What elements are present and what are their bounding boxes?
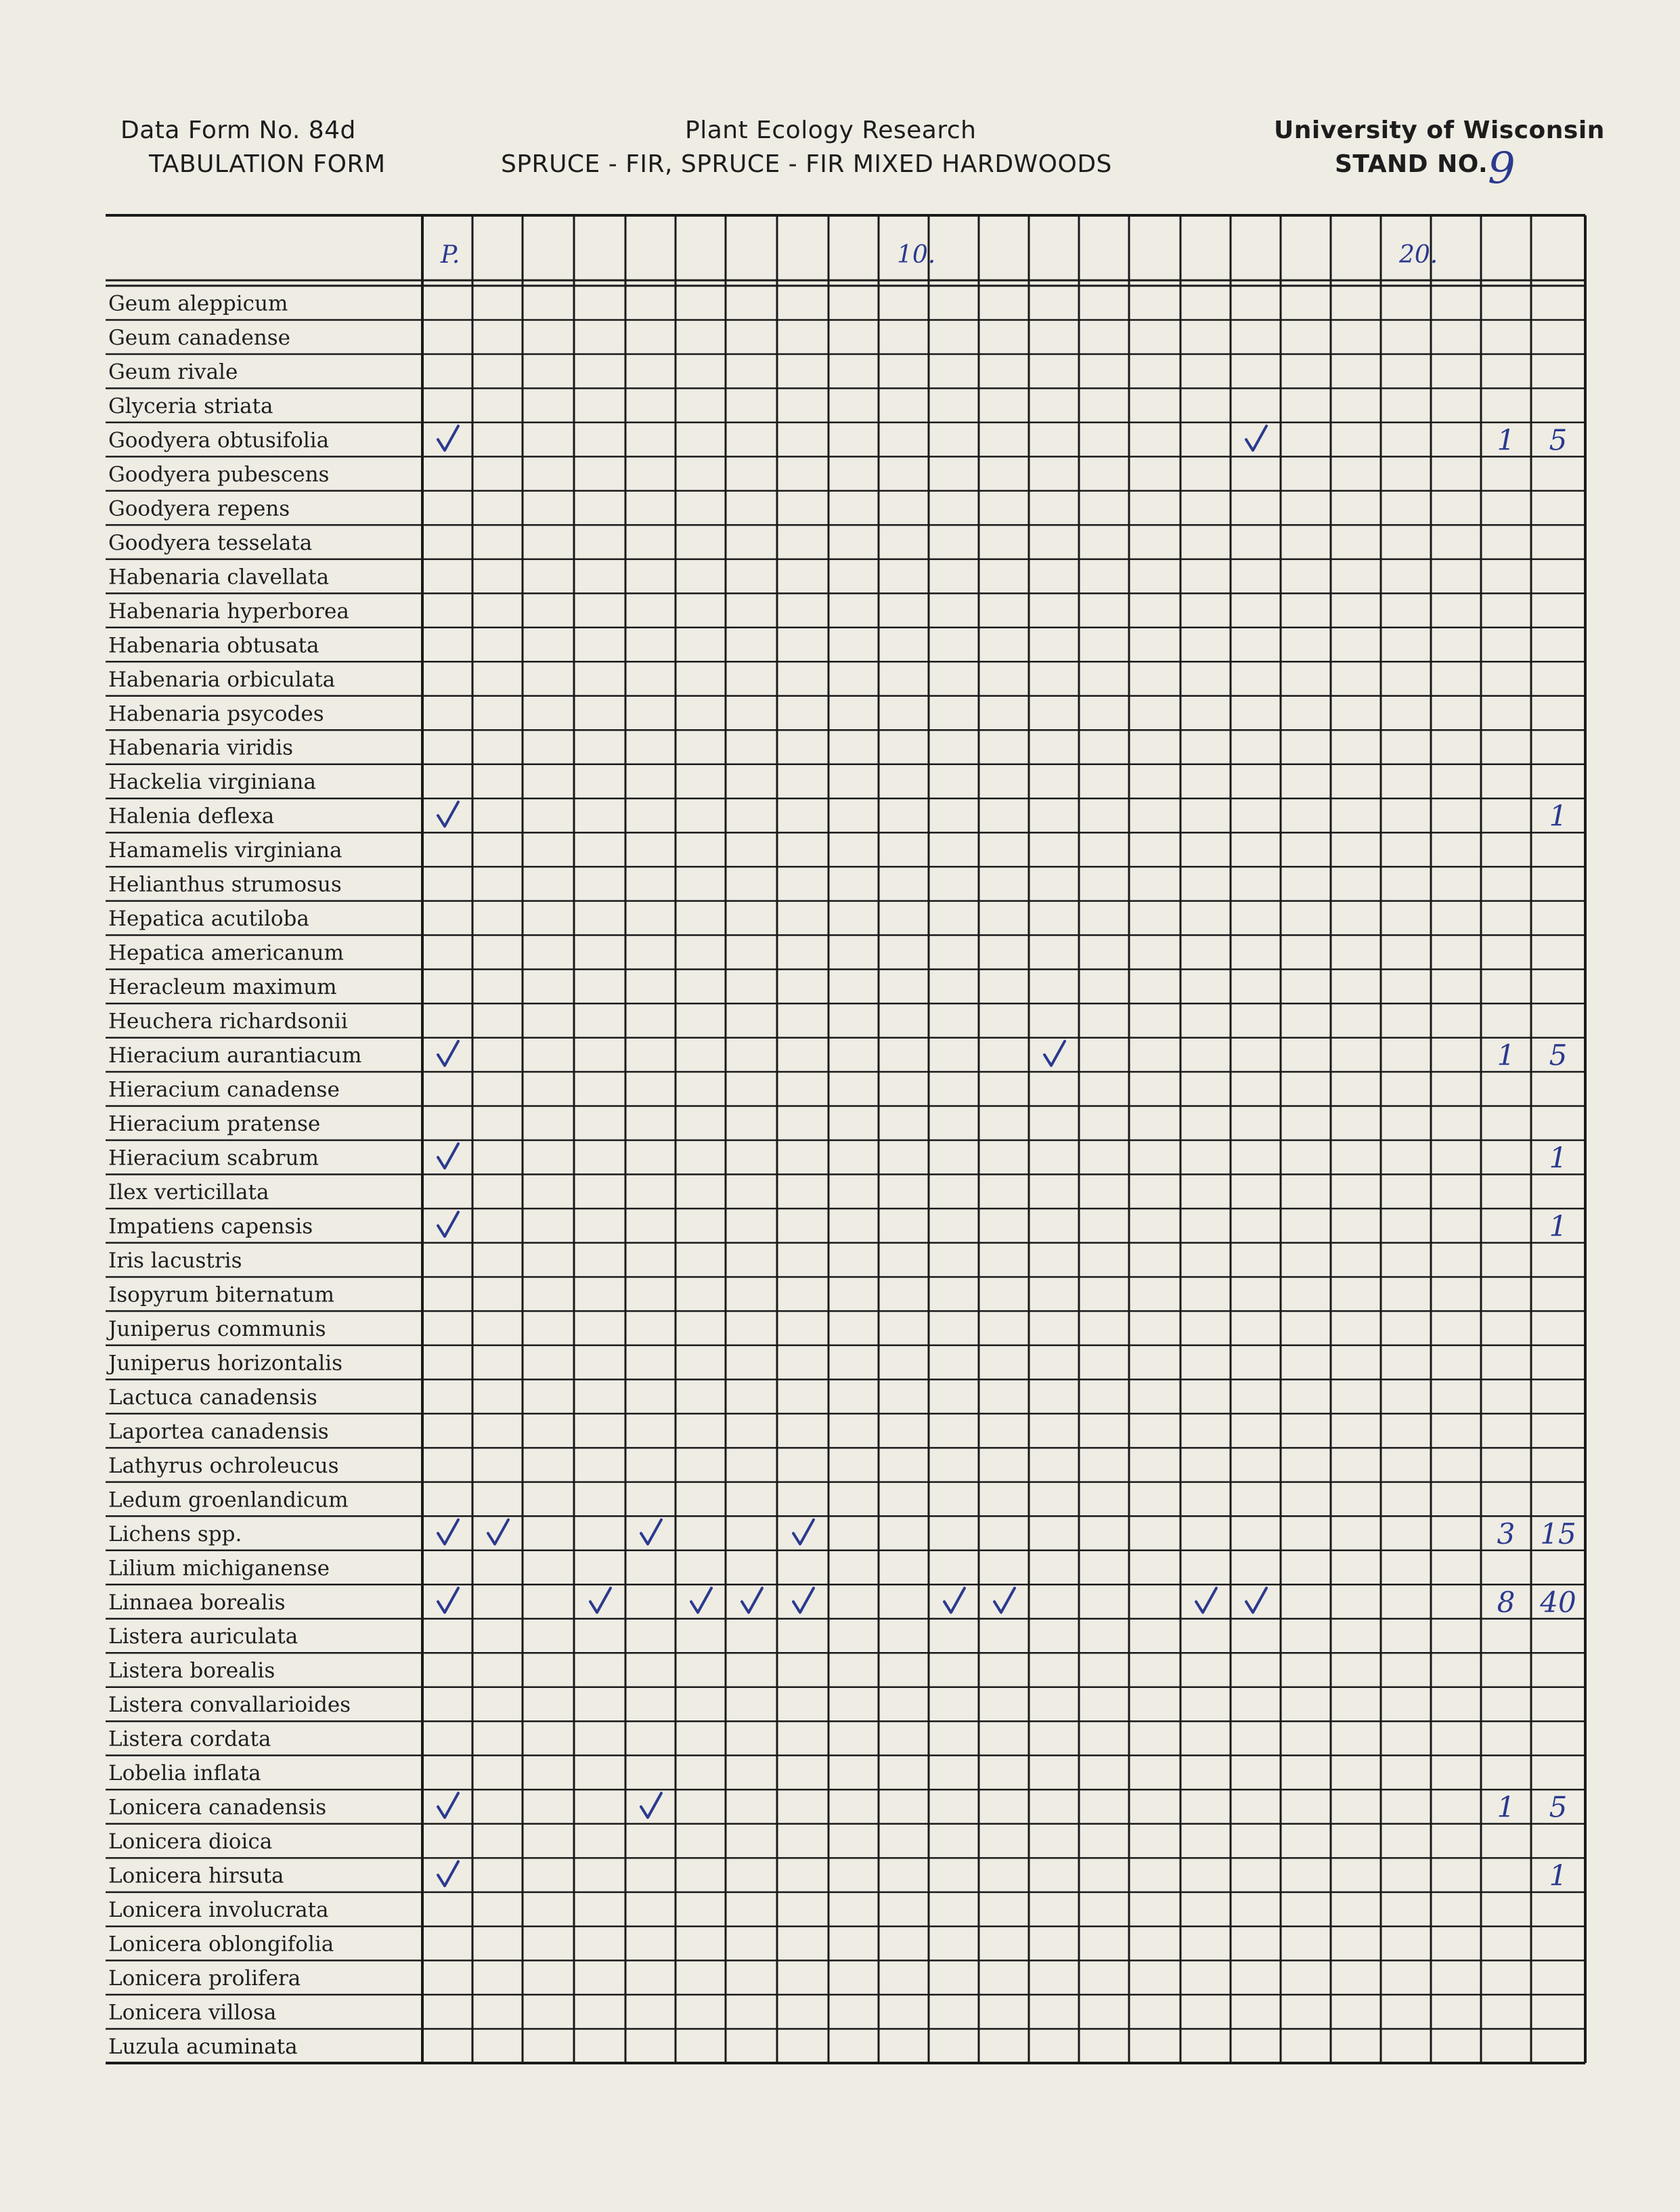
species-name: Lilium michiganense xyxy=(108,1556,330,1581)
species-name: Heuchera richardsonii xyxy=(108,1009,348,1034)
check-mark xyxy=(438,802,458,826)
check-mark xyxy=(641,1793,661,1817)
species-name: Ledum groenlandicum xyxy=(108,1488,349,1513)
species-name: Juniperus horizontalis xyxy=(108,1351,343,1376)
species-name: Luzula acuminata xyxy=(108,2035,298,2059)
species-name: Habenaria clavellata xyxy=(108,565,330,590)
form-type: TABULATION FORM xyxy=(149,150,386,178)
stand-number-label: STAND NO. xyxy=(1335,150,1488,178)
species-name: Hepatica acutiloba xyxy=(108,907,309,932)
check-mark xyxy=(438,1212,458,1236)
check-mark xyxy=(1044,1041,1065,1066)
species-name: Habenaria viridis xyxy=(108,735,294,760)
check-mark xyxy=(742,1588,762,1613)
check-mark xyxy=(438,1520,458,1544)
species-name: Linnaea borealis xyxy=(108,1590,286,1615)
species-name: Helianthus strumosus xyxy=(108,872,342,897)
species-name: Lactuca canadensis xyxy=(108,1385,317,1410)
species-name: Isopyrum biternatum xyxy=(108,1282,334,1307)
species-name: Listera auriculata xyxy=(108,1624,299,1649)
check-mark xyxy=(590,1588,611,1613)
total-value: 40 xyxy=(1540,1585,1576,1619)
total-value: 5 xyxy=(1549,423,1568,457)
tally-count: 8 xyxy=(1497,1585,1516,1619)
species-name: Listera borealis xyxy=(108,1658,275,1683)
check-mark xyxy=(438,1588,458,1613)
total-value: 1 xyxy=(1549,1209,1568,1243)
species-name: Hieracium pratense xyxy=(108,1112,321,1137)
species-name: Listera cordata xyxy=(108,1727,271,1752)
species-name: Hieracium canadense xyxy=(108,1077,340,1102)
species-name: Habenaria orbiculata xyxy=(108,667,336,692)
check-mark xyxy=(1246,1588,1266,1613)
check-mark xyxy=(488,1520,508,1544)
species-name: Lobelia inflata xyxy=(108,1761,261,1786)
forest-type-title: SPRUCE - FIR, SPRUCE - FIR MIXED HARDWOODS xyxy=(501,150,1112,178)
species-name: Impatiens capensis xyxy=(108,1214,313,1239)
species-name: Lonicera oblongifolia xyxy=(108,1932,334,1957)
species-name: Goodyera tesselata xyxy=(108,530,313,555)
check-mark xyxy=(793,1588,814,1613)
species-name: Habenaria hyperborea xyxy=(108,599,349,624)
species-name: Lathyrus ochroleucus xyxy=(108,1453,339,1478)
column-number: 20. xyxy=(1399,241,1438,269)
species-name: Geum aleppicum xyxy=(108,291,288,316)
species-name: Lichens spp. xyxy=(108,1521,242,1546)
species-name: Glyceria striata xyxy=(108,393,273,418)
total-value: 15 xyxy=(1540,1517,1576,1550)
species-name: Juniperus communis xyxy=(108,1316,326,1341)
check-mark xyxy=(438,1041,458,1066)
species-name: Lonicera involucrata xyxy=(108,1898,329,1923)
species-name: Geum rivale xyxy=(108,360,238,385)
institution-name: University of Wisconsin xyxy=(1274,116,1605,144)
species-name: Geum canadense xyxy=(108,325,291,350)
species-name: Iris lacustris xyxy=(108,1248,242,1273)
check-mark xyxy=(944,1588,965,1613)
check-mark xyxy=(1196,1588,1216,1613)
check-mark xyxy=(438,1861,458,1886)
check-mark xyxy=(1246,426,1266,450)
total-value: 1 xyxy=(1549,799,1568,833)
species-name: Hieracium scabrum xyxy=(108,1146,319,1171)
species-name: Lonicera villosa xyxy=(108,2000,277,2025)
check-mark xyxy=(438,1793,458,1817)
check-mark xyxy=(438,1144,458,1168)
species-name: Goodyera repens xyxy=(108,496,290,521)
total-value: 1 xyxy=(1549,1141,1568,1175)
check-mark xyxy=(793,1520,814,1544)
species-name: Hepatica americanum xyxy=(108,940,344,966)
species-name: Lonicera dioica xyxy=(108,1829,273,1855)
tally-count: 1 xyxy=(1497,1790,1516,1824)
check-mark xyxy=(994,1588,1015,1613)
species-name: Goodyera pubescens xyxy=(108,462,330,487)
species-name: Heracleum maximum xyxy=(108,975,337,1000)
species-name: Habenaria psycodes xyxy=(108,701,324,727)
species-name: Listera convallarioides xyxy=(108,1693,351,1718)
total-value: 1 xyxy=(1549,1859,1568,1892)
tally-count: 3 xyxy=(1497,1517,1516,1550)
species-name: Habenaria obtusata xyxy=(108,633,319,658)
total-value: 5 xyxy=(1549,1790,1568,1824)
species-name: Hackelia virginiana xyxy=(108,770,316,795)
species-name: Hamamelis virginiana xyxy=(108,838,342,863)
species-name: Lonicera canadensis xyxy=(108,1795,327,1820)
program-title: Plant Ecology Research xyxy=(685,116,977,144)
species-name: Lonicera hirsuta xyxy=(108,1863,284,1888)
check-mark xyxy=(691,1588,711,1613)
check-mark xyxy=(438,426,458,450)
species-name: Hieracium aurantiacum xyxy=(108,1043,362,1068)
form-number: Data Form No. 84d xyxy=(120,116,356,144)
total-value: 5 xyxy=(1549,1039,1568,1072)
species-name: Goodyera obtusifolia xyxy=(108,428,330,453)
tally-count: 1 xyxy=(1497,423,1516,457)
column-number: P. xyxy=(441,241,460,269)
tally-count: 1 xyxy=(1497,1039,1516,1072)
species-name: Lonicera prolifera xyxy=(108,1966,301,1991)
stand-number-value: 9 xyxy=(1488,144,1516,194)
species-name: Ilex verticillata xyxy=(108,1179,269,1205)
column-number: 10. xyxy=(897,241,936,269)
species-name: Laportea canadensis xyxy=(108,1419,329,1444)
species-name: Halenia deflexa xyxy=(108,804,275,829)
check-mark xyxy=(641,1520,661,1544)
